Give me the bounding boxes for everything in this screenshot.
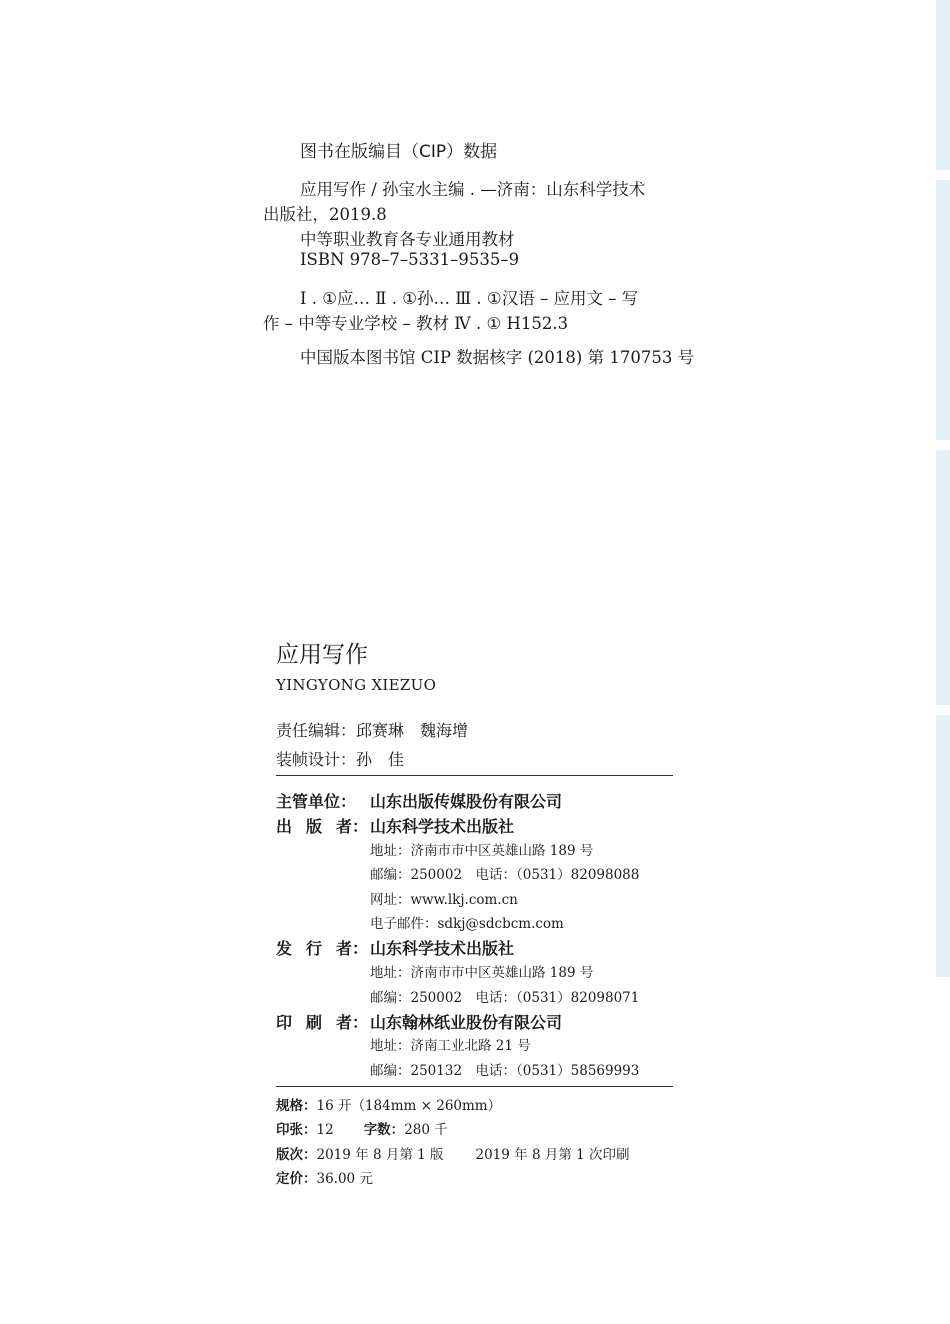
printer-label: 印 刷 者： <box>276 1013 368 1032</box>
edge-tab-1 <box>936 0 950 170</box>
designer-name: 孙 佳 <box>356 750 405 769</box>
publisher-address: 地址：济南市市中区英雄山路 189 号 <box>370 843 594 859</box>
distributor-contact: 邮编：250002 电话：（0531）82098071 <box>370 990 640 1006</box>
edge-tab-4 <box>936 715 950 977</box>
spec-format <box>276 1094 501 1114</box>
divider-top <box>276 775 673 776</box>
edition-label: 版次： <box>276 1147 317 1163</box>
publisher-contact: 邮编：250002 电话：（0531）82098088 <box>370 867 640 883</box>
sheets-value: 12 <box>316 1122 334 1138</box>
edge-tab-2 <box>936 180 950 440</box>
book-title: 应用写作 <box>276 642 368 668</box>
spec-price <box>276 1167 373 1187</box>
supervisor-label: 主管单位： <box>276 792 357 811</box>
printer-contact: 邮编：250132 电话：（0531）58569993 <box>370 1063 640 1079</box>
sheets-label: 印张： <box>276 1122 317 1138</box>
book-pinyin: YINGYONG XIEZUO <box>276 676 437 694</box>
supervisor-value: 山东出版传媒股份有限公司 <box>370 792 563 811</box>
edge-tab-3 <box>936 450 950 705</box>
edition-value: 2019 年 8 月第 1 版 <box>316 1147 444 1163</box>
publisher-web: 网址：www.lkj.com.cn <box>370 892 518 908</box>
publisher-value: 山东科学技术出版社 <box>370 817 515 836</box>
publisher-label: 出 版 者： <box>276 817 368 836</box>
distributor-label: 发 行 者： <box>276 939 368 958</box>
printer-address: 地址：济南工业北路 21 号 <box>370 1038 531 1054</box>
price-value: 36.00 元 <box>316 1171 373 1187</box>
price-label: 定价： <box>276 1171 317 1187</box>
format-label: 规格： <box>276 1098 317 1114</box>
editor-names: 邱赛琳 魏海增 <box>356 721 469 740</box>
cip-line-2: 出版社，2019.8 <box>263 205 387 224</box>
cip-heading: 图书在版编目（CIP）数据 <box>300 142 498 162</box>
distributor-address: 地址：济南市市中区英雄山路 189 号 <box>370 965 594 981</box>
printing-value: 2019 年 8 月第 1 次印刷 <box>475 1147 630 1163</box>
cip-line-7: 中国版本图书馆 CIP 数据核字 (2018) 第 170753 号 <box>300 348 695 367</box>
divider-bottom <box>276 1086 673 1087</box>
spec-sheets <box>276 1118 448 1138</box>
cip-line-3: 中等职业教育各专业通用教材 <box>300 230 515 249</box>
printer-value: 山东翰林纸业股份有限公司 <box>370 1013 563 1032</box>
editor-credit <box>276 718 468 741</box>
publisher-email: 电子邮件：sdkj@sdcbcm.com <box>370 916 564 932</box>
distributor-value: 山东科学技术出版社 <box>370 939 515 958</box>
format-value: 16 开（184mm × 260mm） <box>316 1098 502 1114</box>
cip-line-4: ISBN 978–7–5331–9535–9 <box>300 250 520 269</box>
cip-line-6: 作 – 中等专业学校 – 教材 Ⅳ . ① H152.3 <box>263 314 569 333</box>
words-label: 字数： <box>363 1122 405 1138</box>
cip-line-1: 应用写作 / 孙宝水主编 . —济南：山东科学技术 <box>300 180 646 199</box>
designer-label: 装帧设计： <box>276 750 357 769</box>
designer-credit <box>276 747 404 770</box>
words-value: 280 千 <box>404 1122 448 1138</box>
cip-line-5: Ⅰ . ①应… Ⅱ . ①孙… Ⅲ . ①汉语 – 应用文 – 写 <box>300 289 639 308</box>
spec-edition <box>276 1143 630 1163</box>
editor-label: 责任编辑： <box>276 721 357 740</box>
